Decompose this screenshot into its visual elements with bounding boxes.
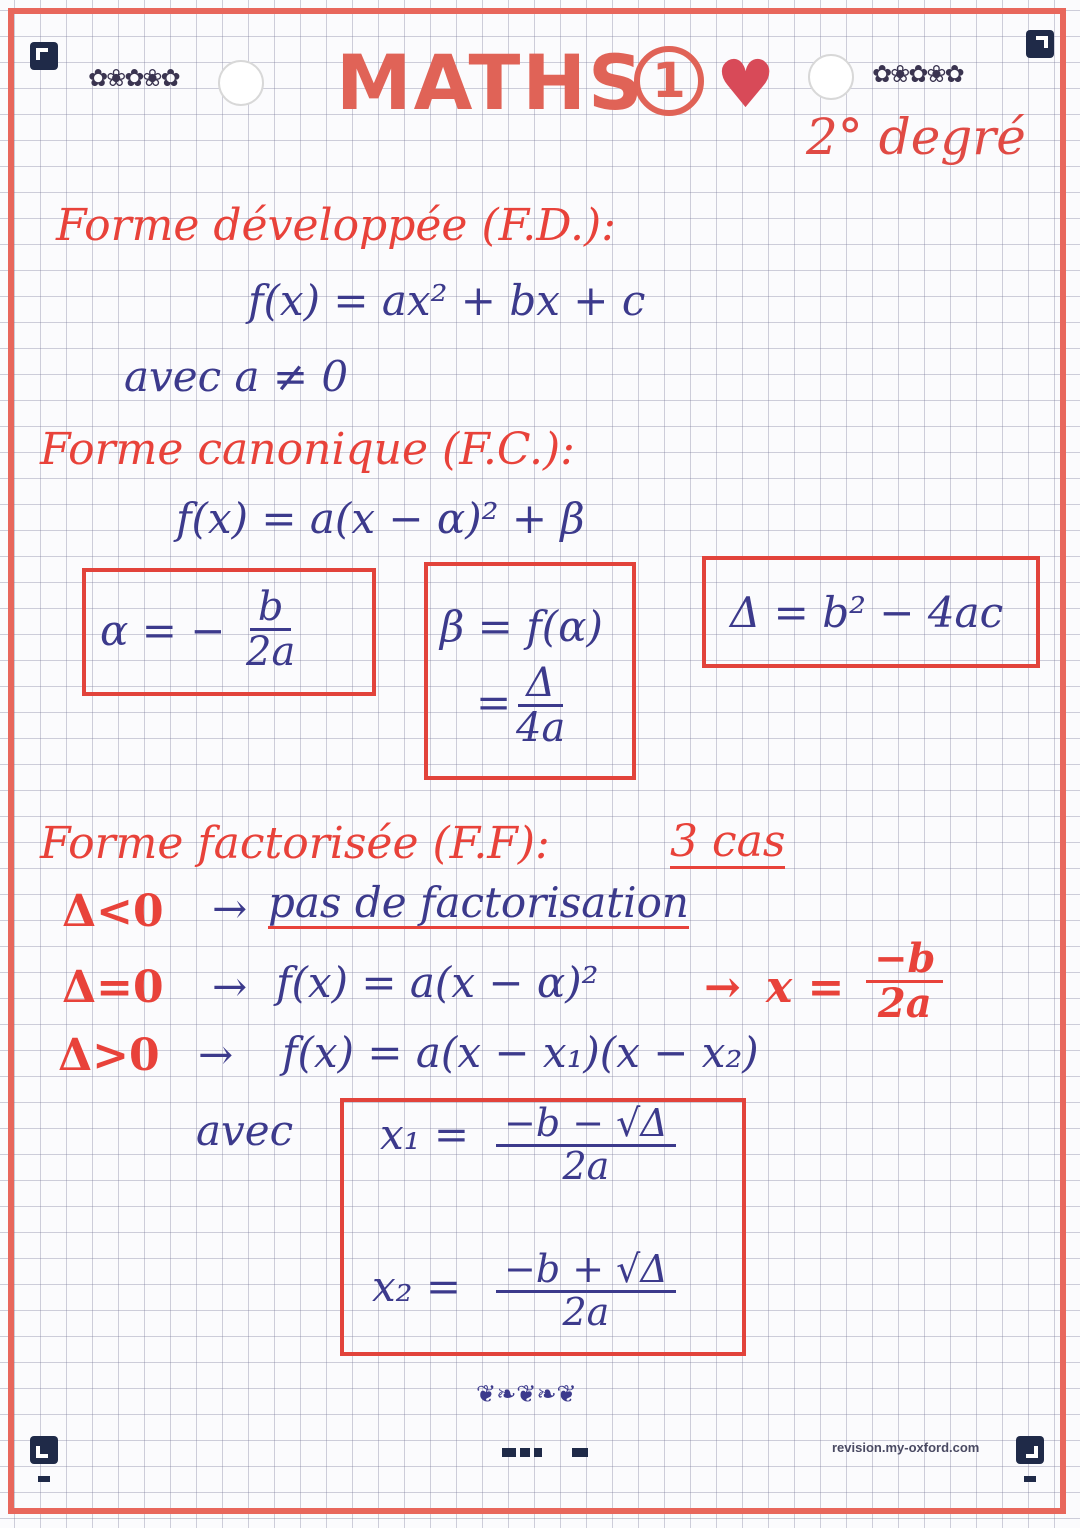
beta-line1: β = f(α) bbox=[440, 602, 603, 651]
corner-dash-icon bbox=[1024, 1476, 1036, 1482]
corner-marker-top-right-icon bbox=[1026, 30, 1054, 58]
x1-lhs: x₁ = bbox=[380, 1110, 470, 1159]
alpha-fraction bbox=[246, 586, 295, 673]
x2-numerator: −b + √Δ bbox=[496, 1250, 676, 1293]
case-zero-condition: Δ=0 bbox=[62, 962, 164, 1013]
alpha-lhs: α = − bbox=[100, 606, 226, 655]
corner-marker-bottom-right-icon bbox=[1016, 1436, 1044, 1464]
footer-url: revision.my-oxford.com bbox=[832, 1440, 980, 1455]
beta-numerator: Δ bbox=[518, 662, 563, 707]
corner-marker-bottom-left-icon bbox=[30, 1436, 58, 1464]
flower-doodle-icon: ✿❀✿❀✿ bbox=[88, 64, 179, 92]
case-zero-result: f(x) = a(x − α)² bbox=[276, 958, 599, 1007]
canonical-form-formula: f(x) = a(x − α)² + β bbox=[176, 494, 585, 543]
case-zero-numerator: −b bbox=[866, 938, 943, 983]
alpha-numerator: b bbox=[250, 586, 292, 631]
x1-fraction bbox=[496, 1101, 676, 1188]
case-zero-denominator: 2a bbox=[877, 980, 932, 1027]
canonical-form-heading: Forme canonique (F.C.): bbox=[40, 424, 575, 475]
beta-denominator: 4a bbox=[516, 705, 566, 751]
x2-denominator: 2a bbox=[562, 1289, 610, 1334]
chapter-number: 1 bbox=[634, 46, 704, 116]
case-zero-x-lhs: x = bbox=[766, 962, 845, 1013]
case-negative-condition: Δ<0 bbox=[62, 886, 164, 937]
binder-hole bbox=[218, 60, 264, 106]
x2-lhs: x₂ = bbox=[372, 1262, 462, 1311]
leaf-doodle-icon: ❦❧❦❧❦ bbox=[476, 1380, 577, 1408]
case-negative-arrow: → bbox=[212, 884, 248, 933]
beta-equals: = bbox=[476, 678, 512, 727]
case-zero-arrow: → bbox=[212, 962, 248, 1011]
corner-dash-icon bbox=[38, 1476, 50, 1482]
developed-form-heading: Forme développée (F.D.): bbox=[56, 200, 616, 251]
page-title: MATHS bbox=[336, 38, 645, 127]
case-negative-result: pas de factorisation bbox=[268, 880, 689, 929]
developed-form-formula: f(x) = ax² + bx + c bbox=[248, 276, 646, 325]
case-positive-arrow: → bbox=[198, 1030, 234, 1079]
case-positive-condition: Δ>0 bbox=[58, 1030, 160, 1081]
alpha-denominator: 2a bbox=[246, 629, 296, 675]
page-indicator-icon bbox=[502, 1448, 592, 1458]
x2-fraction bbox=[496, 1247, 676, 1334]
factored-form-heading: Forme factorisée (F.F): bbox=[40, 818, 550, 869]
roots-avec-label: avec bbox=[196, 1106, 294, 1155]
delta-formula: Δ = b² − 4ac bbox=[730, 588, 1004, 637]
case-zero-fraction bbox=[866, 935, 943, 1027]
case-zero-arrow-2: → bbox=[704, 962, 741, 1013]
x1-denominator: 2a bbox=[562, 1143, 610, 1188]
developed-form-condition: avec a ≠ 0 bbox=[124, 352, 349, 401]
flower-doodle-icon: ✿❀✿❀✿ bbox=[872, 60, 963, 88]
case-positive-result: f(x) = a(x − x₁)(x − x₂) bbox=[282, 1028, 759, 1077]
cases-count: 3 cas bbox=[670, 818, 785, 869]
binder-hole bbox=[808, 54, 854, 100]
page-subtitle: 2° degré bbox=[806, 108, 1026, 166]
x1-numerator: −b − √Δ bbox=[496, 1104, 676, 1147]
beta-fraction bbox=[516, 662, 565, 749]
corner-marker-top-left-icon bbox=[30, 42, 58, 70]
heart-icon: ♥ bbox=[716, 46, 776, 123]
